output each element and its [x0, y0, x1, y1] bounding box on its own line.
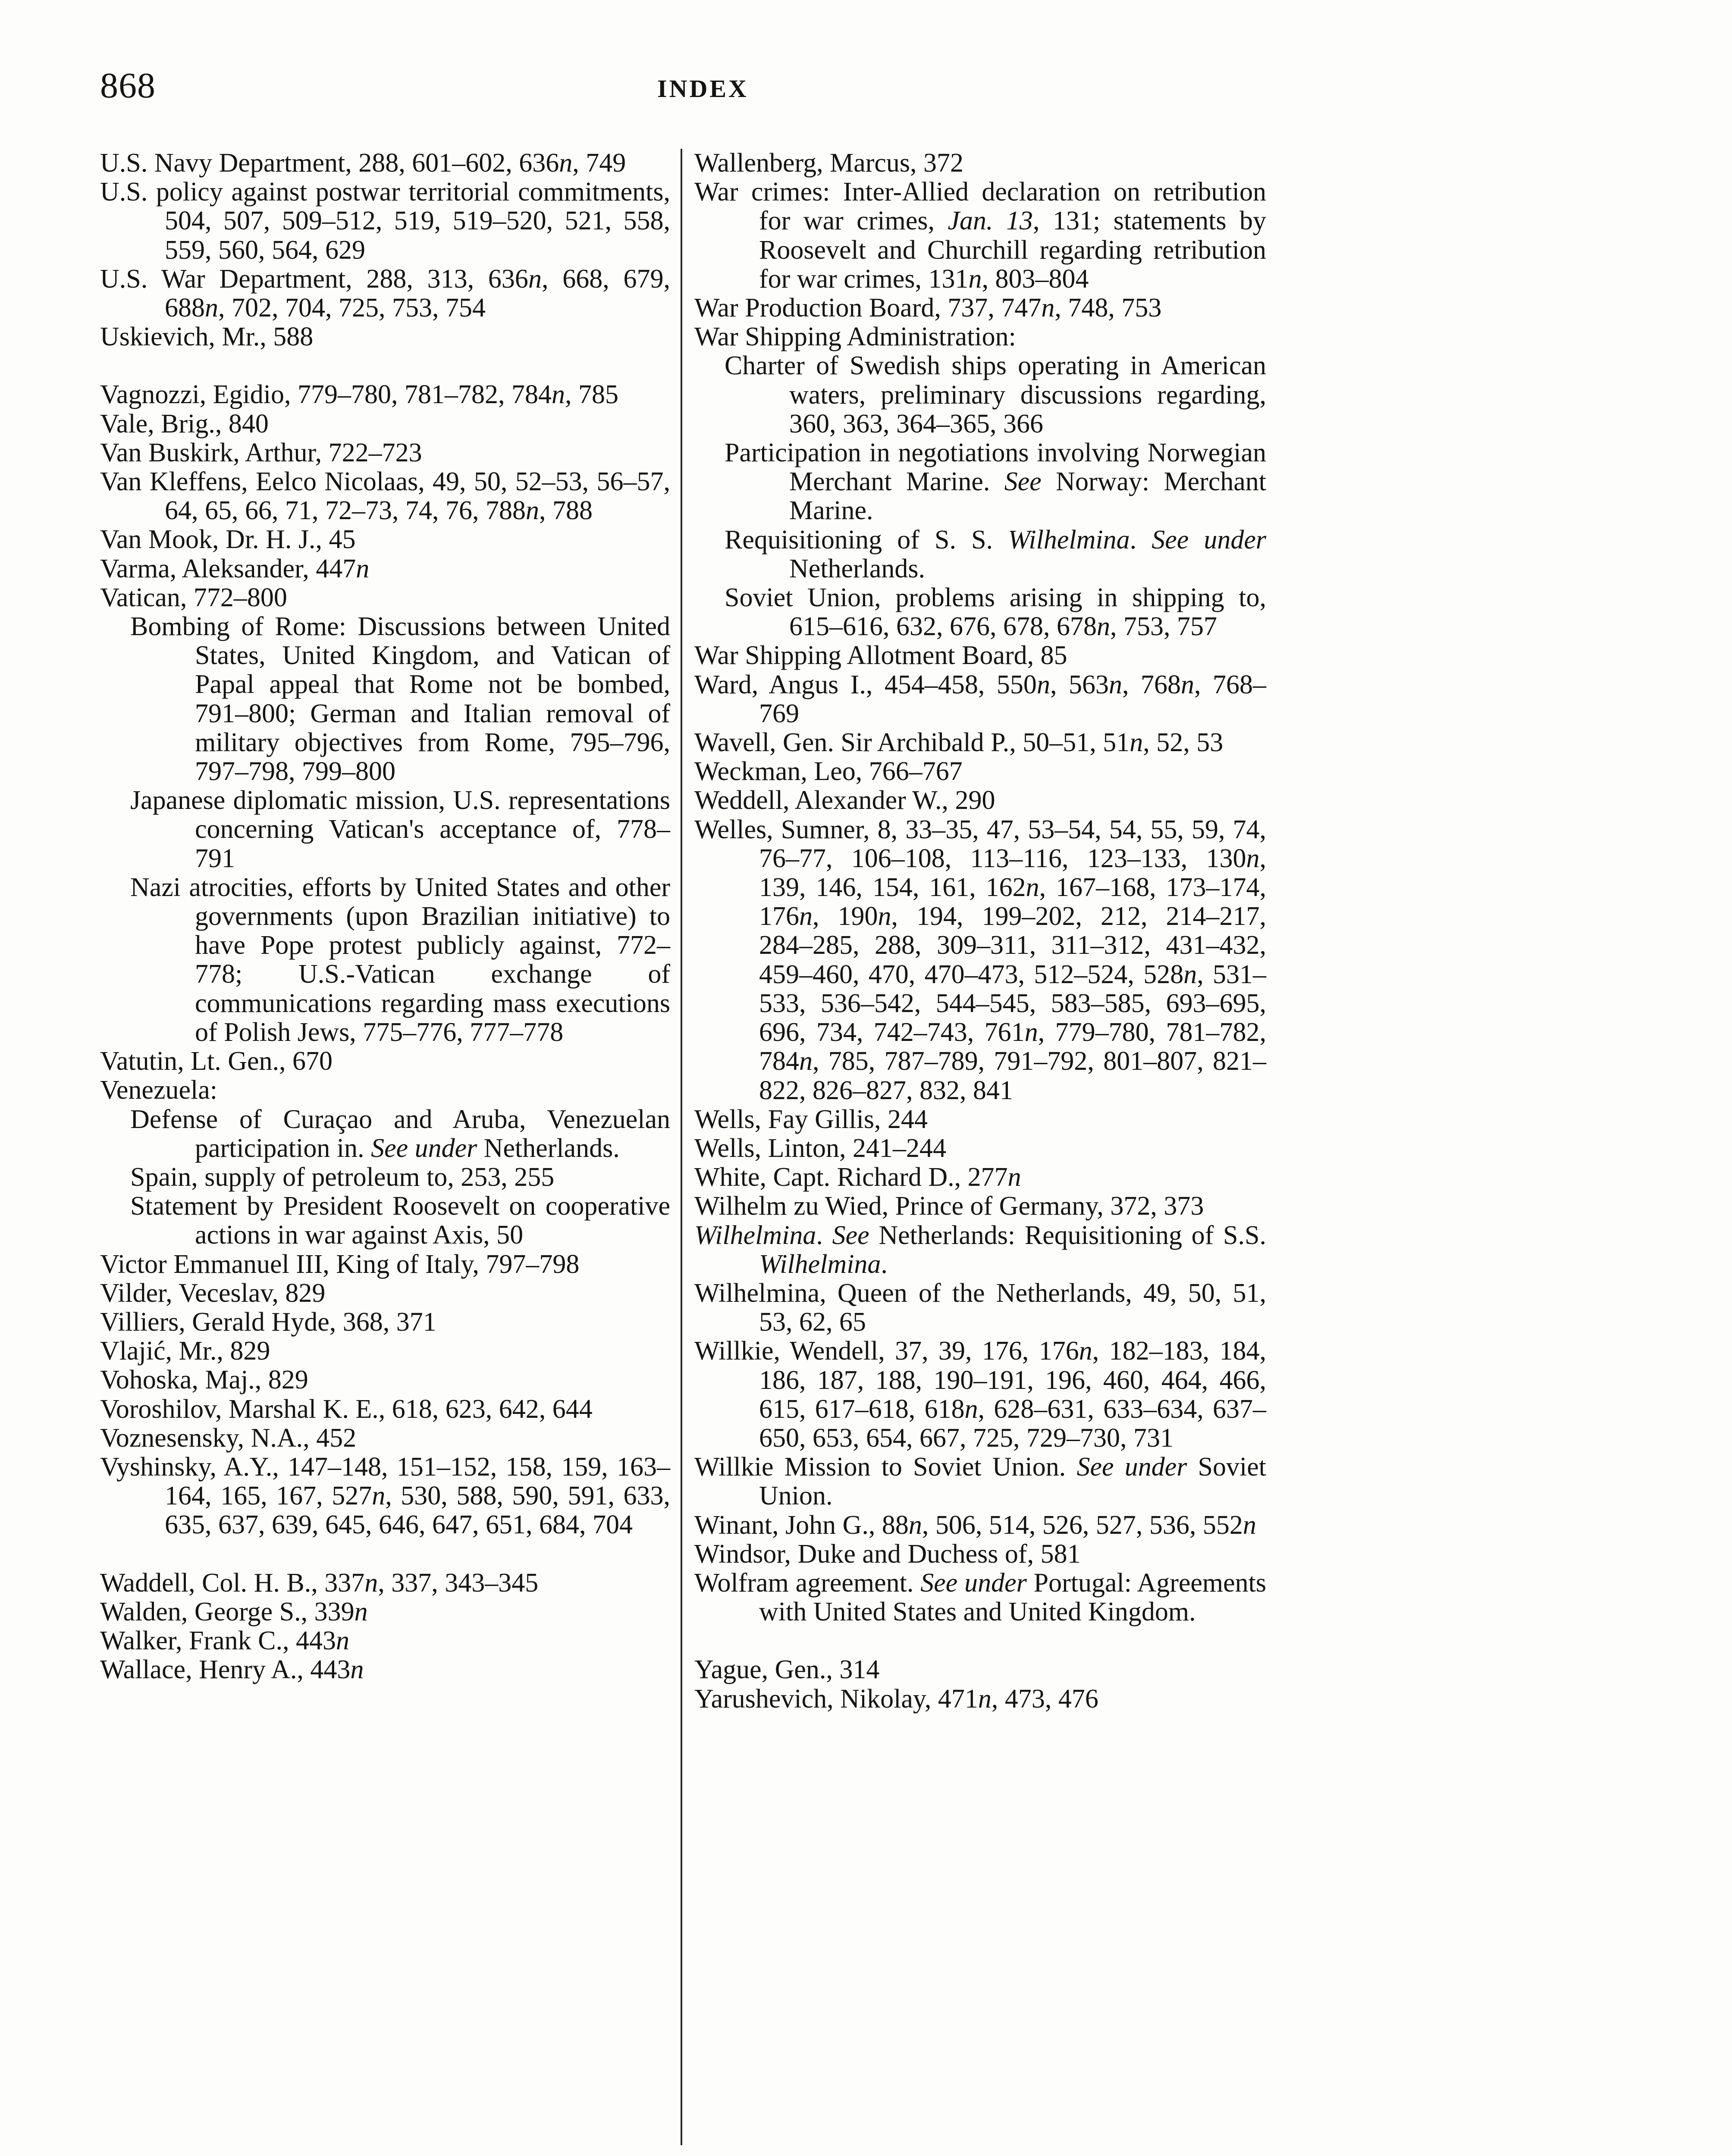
index-column-right [694, 149, 1266, 1714]
index-subentry: Japanese diplomatic mission, U.S. representations concerning Vatican's acceptance of, 778–791 [130, 786, 670, 873]
index-entry: Uskievich, Mr., 588 [100, 322, 314, 352]
index-entry: Villiers, Gerald Hyde, 368, 371 [100, 1307, 436, 1337]
index-entry: U.S. policy against postwar territorial commitments, 504, 507, 509–512, 519, 519–520, 521, 558, 559, 560, 564, 629 [100, 177, 670, 265]
index-entry: Van Buskirk, Arthur, 722–723 [100, 438, 422, 467]
index-subentry: Spain, supply of petroleum to, 253, 255 [130, 1162, 555, 1192]
index-subentry: Soviet Union, problems arising in shipping to, 615–616, 632, 676, 678, 678n, 753, 757 [725, 583, 1266, 642]
index-entry: Wells, Linton, 241–244 [694, 1133, 946, 1163]
index-entry: Vatutin, Lt. Gen., 670 [100, 1047, 333, 1076]
index-entry: Walden, George S., 339n [100, 1597, 368, 1626]
index-entry: Weckman, Leo, 766–767 [694, 757, 963, 787]
index-entry: Willkie, Wendell, 37, 39, 176, 176n, 182–183, 184, 186, 187, 188, 190–191, 196, 460, 464, 466, 615, 617–618, 618n, 628–631, 633–634, 637–650, 653, 654, 667, 725, 729–730, 731 [694, 1336, 1267, 1453]
index-entry: White, Capt. Richard D., 277n [694, 1163, 1021, 1192]
index-entry: Weddell, Alexander W., 290 [694, 786, 995, 815]
index-entry: Vyshinsky, A.Y., 147–148, 151–152, 158, 159, 163–164, 165, 167, 527n, 530, 588, 590, 591, 633, 635, 637, 639, 645, 646, 647, 651, 684, 704 [100, 1452, 670, 1540]
index-column-left [100, 149, 670, 1684]
index-subentry: Statement by President Roosevelt on cooperative actions in war against Axis, 50 [130, 1191, 670, 1250]
index-entry: Ward, Angus I., 454–458, 550n, 563n, 768n, 768–769 [694, 670, 1267, 728]
index-entry: Varma, Aleksander, 447n [100, 554, 370, 583]
index-entry: Yague, Gen., 314 [694, 1655, 880, 1685]
index-subentry: Charter of Swedish ships operating in American waters, preliminary discussions regarding, 360, 363, 364–365, 366 [725, 351, 1266, 439]
index-entry: Windsor, Duke and Duchess of, 581 [694, 1539, 1081, 1569]
index-subentry: Requisitioning of S. S. Wilhelmina. See under Netherlands. [725, 525, 1266, 583]
index-entry: Wilhelm zu Wied, Prince of Germany, 372, 373 [694, 1191, 1204, 1221]
index-entry: Vilder, Veceslav, 829 [100, 1278, 326, 1308]
index-entry: War crimes: Inter-Allied declaration on retribution for war crimes, Jan. 13, 131; statements by Roosevelt and Churchill regarding retribution for war crimes, 131n, 803–804 [694, 177, 1266, 294]
index-entry: Vagnozzi, Egidio, 779–780, 781–782, 784n, 785 [100, 380, 619, 410]
index-entry: Voznesensky, N.A., 452 [100, 1423, 357, 1453]
column-divider [681, 149, 682, 2145]
page-title: INDEX [657, 75, 749, 103]
index-entry: Voroshilov, Marshal K. E., 618, 623, 642, 644 [100, 1394, 593, 1424]
index-entry: Van Kleffens, Eelco Nicolaas, 49, 50, 52–53, 56–57, 64, 65, 66, 71, 72–73, 74, 76, 788n, 788 [100, 467, 670, 526]
index-entry: Welles, Sumner, 8, 33–35, 47, 53–54, 54, 55, 59, 74, 76–77, 106–108, 113–116, 123–133, 130n, 139, 146, 154, 161, 162n, 167–168, 173–174, 176n, 190n, 194, 199–202, 212, 214–217, 284–285, 288, 309–311, 311–312, 431–432, 459–460, 470, 470–473, 512–524, 528n, 531–533, 536–542, 544–545, 583–585, 693–695, 696, 734, 742–743, 761n, 779–780, 781–782, 784n, 785, 787–789, 791–792, 801–807, 821–822, 826–827, 832, 841 [694, 815, 1267, 1105]
index-entry: Vale, Brig., 840 [100, 409, 269, 439]
index-entry: Wells, Fay Gillis, 244 [694, 1104, 928, 1134]
index-entry: Walker, Frank C., 443n [100, 1626, 349, 1655]
index-entry: Wolfram agreement. See under Portugal: Agreements with United States and United Kingdom. [694, 1568, 1266, 1627]
index-entry: Van Mook, Dr. H. J., 45 [100, 525, 356, 555]
index-subentry: Nazi atrocities, efforts by United States and other governments (upon Brazilian initiative) to have Pope protest publicly against, 772–778; U.S.-Vatican exchange of communications regarding mass executions of Polish Jews, 775–776, 777–778 [130, 872, 670, 1047]
index-entry: Wilhelmina, Queen of the Netherlands, 49, 50, 51, 53, 62, 65 [694, 1278, 1266, 1337]
index-entry: War Shipping Administration: [694, 322, 1016, 352]
index-entry: Venezuela: [100, 1075, 217, 1105]
index-entry: Winant, John G., 88n, 506, 514, 526, 527, 536, 552n [694, 1510, 1256, 1540]
index-entry: Vlajić, Mr., 829 [100, 1336, 270, 1366]
index-entry: War Shipping Allotment Board, 85 [694, 641, 1067, 671]
index-entry: U.S. Navy Department, 288, 601–602, 636n, 749 [100, 148, 626, 178]
index-entry: Yarushevich, Nikolay, 471n, 473, 476 [694, 1684, 1098, 1714]
index-subentry: Participation in negotiations involving Norwegian Merchant Marine. See Norway: Merchant Marine. [725, 438, 1267, 526]
index-entry: U.S. War Department, 288, 313, 636n, 668, 679, 688n, 702, 704, 725, 753, 754 [100, 264, 671, 323]
index-subentry: Defense of Curaçao and Aruba, Venezuelan participation in. See under Netherlands. [130, 1104, 670, 1163]
section-gap [694, 1626, 1266, 1655]
index-entry: Wavell, Gen. Sir Archibald P., 50–51, 51n, 52, 53 [694, 728, 1224, 758]
index-entry: Wallace, Henry A., 443n [100, 1655, 364, 1685]
index-entry: War Production Board, 737, 747n, 748, 753 [694, 293, 1162, 323]
index-subentry: Bombing of Rome: Discussions between United States, United Kingdom, and Vatican of Papal appeal that Rome not be bombed, 791–800; German and Italian removal of military objectives from Rome, 795–796, 797–798, 799–800 [130, 612, 670, 787]
page-number: 868 [100, 66, 156, 106]
section-gap [100, 1540, 670, 1569]
section-gap [100, 351, 670, 380]
index-entry: Wilhelmina. See Netherlands: Requisitioning of S.S. Wilhelmina. [694, 1220, 1266, 1279]
index-entry: Willkie Mission to Soviet Union. See under Soviet Union. [694, 1452, 1267, 1511]
index-entry: Vatican, 772–800 [100, 583, 287, 612]
index-entry: Waddell, Col. H. B., 337n, 337, 343–345 [100, 1568, 539, 1598]
index-entry: Victor Emmanuel III, King of Italy, 797–798 [100, 1249, 580, 1279]
index-entry: Vohoska, Maj., 829 [100, 1365, 308, 1395]
index-entry: Wallenberg, Marcus, 372 [694, 148, 964, 178]
